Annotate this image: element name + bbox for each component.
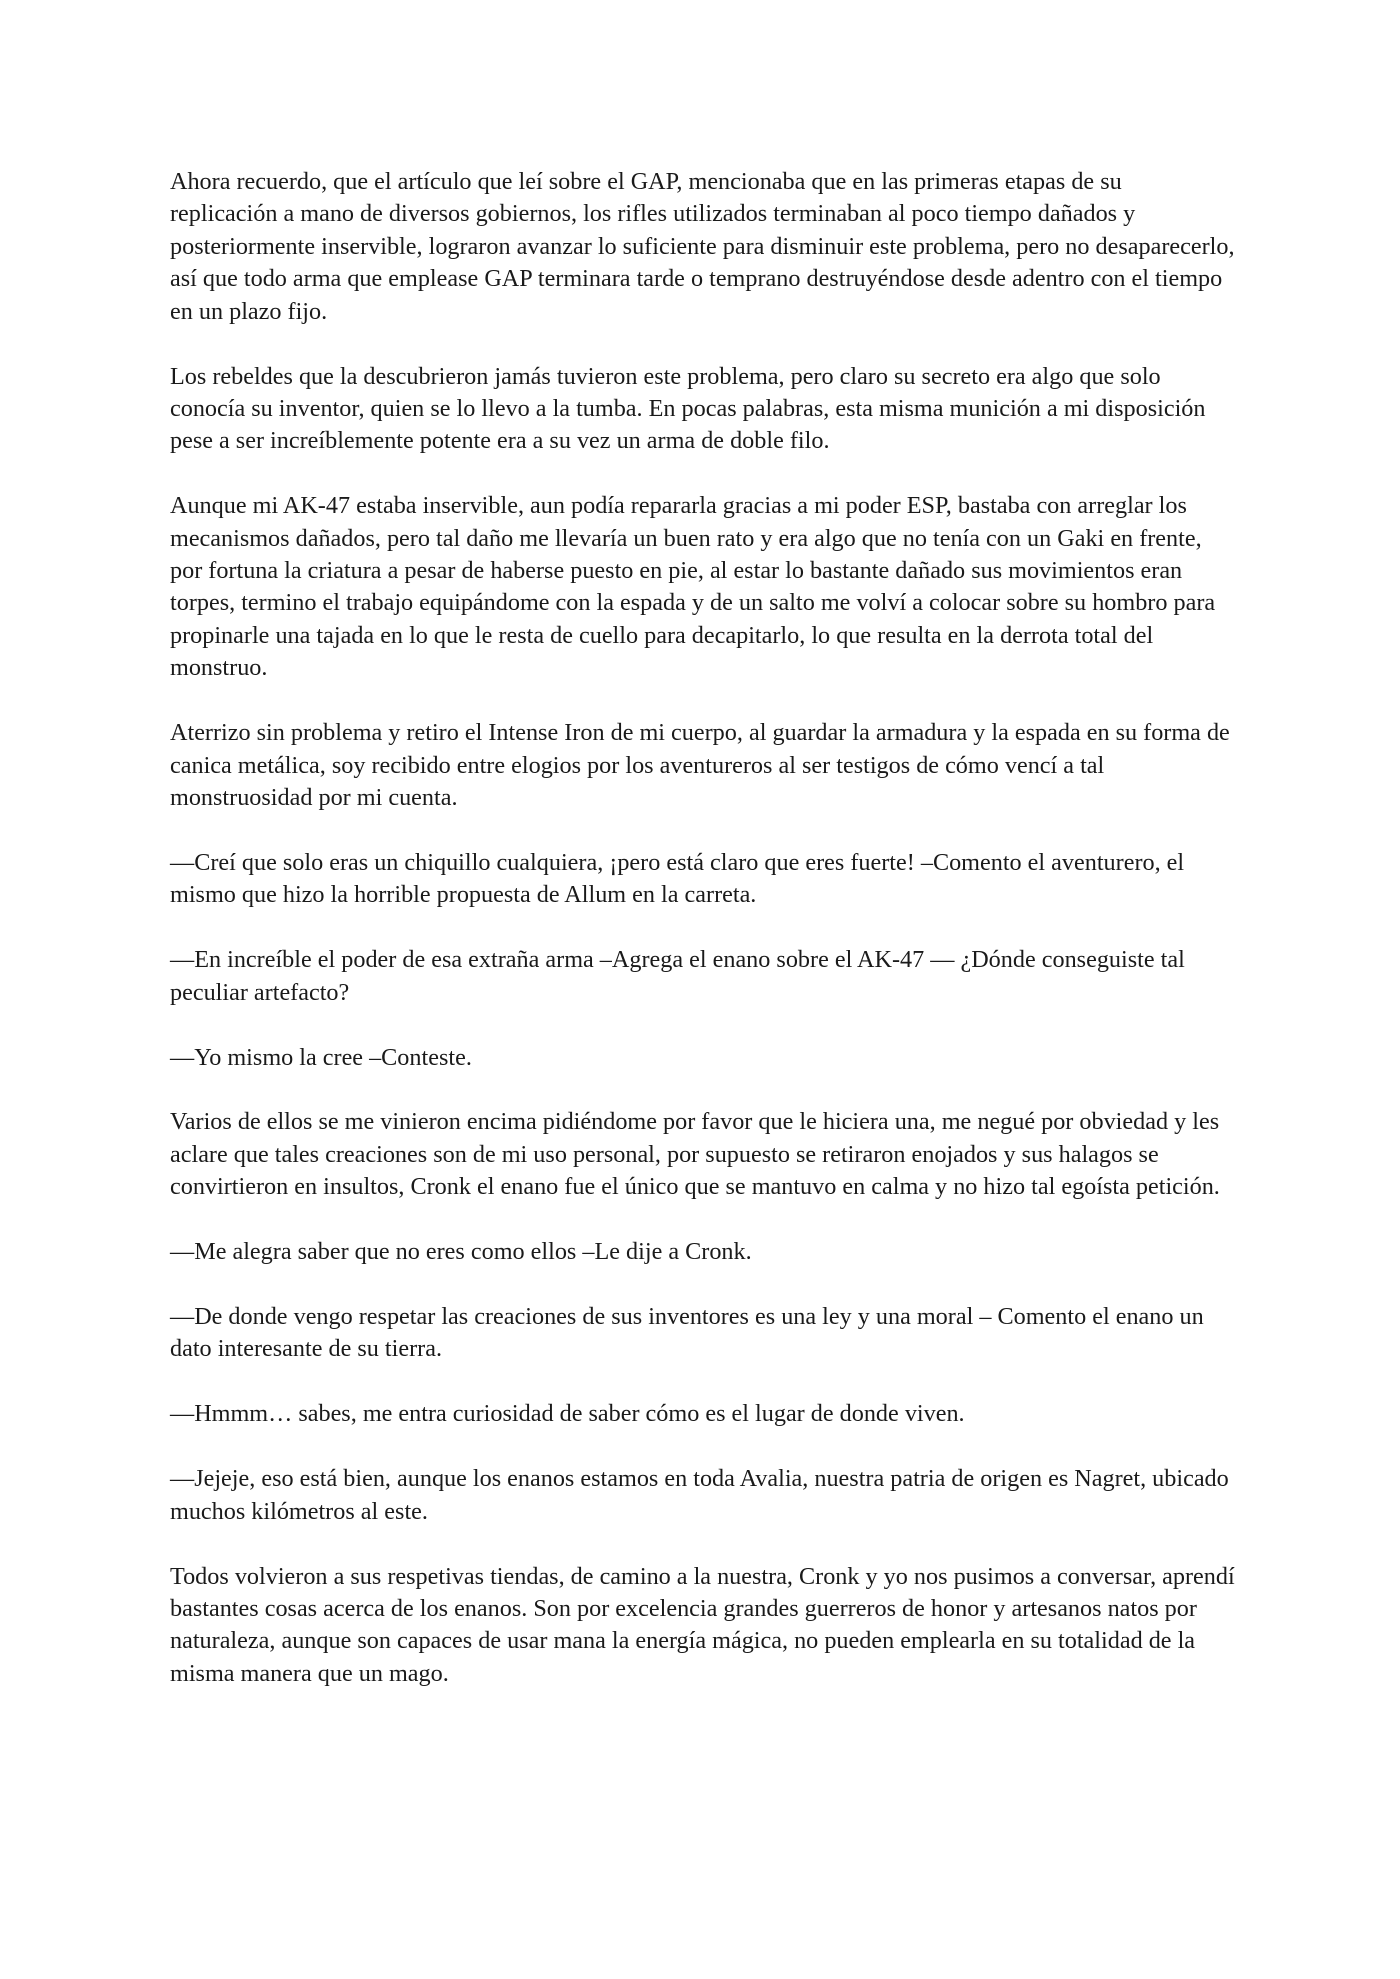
dialogue-line-5: —De donde vengo respetar las creaciones de sus inventores es una ley y una moral – Comento el enano un dato interesante de su tierra.	[170, 1303, 1204, 1363]
dialogue-line-1: —Creí que solo eras un chiquillo cualquiera, ¡pero está claro que eres fuerte! –Comento el aventurero, el mismo que hizo la horrible propuesta de Allum en la carreta.	[170, 848, 1185, 909]
paragraph-1: Ahora recuerdo, que el artículo que leí sobre el GAP, mencionaba que en las primeras etapas de su replicación a mano de diversos gobiernos, los rifles utilizados terminaban al poco tiempo dañados y posteriormente inservible, lograron avanzar lo suficiente para disminuir este problema, pero no desaparecerlo, así que todo arma que emplease GAP terminara tarde o temprano destruyéndose desde adentro con el tiempo en un plazo fijo.	[170, 168, 1235, 325]
paragraph-5: Varios de ellos se me vinieron encima pidiéndome por favor que le hiciera una, me negué por obviedad y les aclare que tales creaciones son de mi uso personal, por supuesto se retiraron enojados y sus halagos se convirtieron en insultos, Cronk el enano fue el único que se mantuvo en calma y no hizo tal egoísta petición.	[170, 1108, 1220, 1201]
dialogue-line-3: —Yo mismo la cree –Conteste.	[170, 1043, 472, 1071]
document-body	[170, 166, 1235, 1690]
paragraph-6: Todos volvieron a sus respetivas tiendas, de camino a la nuestra, Cronk y yo nos pusimos a conversar, aprendí bastantes cosas acerca de los enanos. Son por excelencia grandes guerreros de honor y artesanos natos por naturaleza, aunque son capaces de usar mana la energía mágica, no pueden emplearla en su totalidad de la misma manera que un mago.	[170, 1562, 1235, 1687]
paragraph-4: Aterrizo sin problema y retiro el Intense Iron de mi cuerpo, al guardar la armadura y la espada en su forma de canica metálica, soy recibido entre elogios por los aventureros al ser testigos de cómo vencí a tal monstruosidad por mi cuenta.	[170, 719, 1230, 811]
paragraph-2: Los rebeldes que la descubrieron jamás tuvieron este problema, pero claro su secreto era algo que solo conocía su inventor, quien se lo llevo a la tumba. En pocas palabras, esta misma munición a mi disposición pese a ser increíblemente potente era a su vez un arma de doble filo.	[170, 362, 1206, 455]
paragraph-3: Aunque mi AK-47 estaba inservible, aun podía repararla gracias a mi poder ESP, bastaba con arreglar los mecanismos dañados, pero tal daño me llevaría un buen rato y era algo que no tenía con un Gaki en frente, por fortuna la criatura a pesar de haberse puesto en pie, al estar lo bastante dañado sus movimientos eran torpes, termino el trabajo equipándome con la espada y de un salto me volví a colocar sobre su hombro para propinarle una tajada en lo que le resta de cuello para decapitarlo, lo que resulta en la derrota total del monstruo.	[170, 492, 1216, 682]
dialogue-line-2: —En increíble el poder de esa extraña arma –Agrega el enano sobre el AK-47 — ¿Dónde conseguiste tal peculiar artefacto?	[170, 946, 1185, 1006]
dialogue-line-6: —Hmmm… sabes, me entra curiosidad de saber cómo es el lugar de donde viven.	[170, 1400, 965, 1428]
dialogue-line-4: —Me alegra saber que no eres como ellos –Le dije a Cronk.	[170, 1238, 752, 1266]
dialogue-line-7: —Jejeje, eso está bien, aunque los enanos estamos en toda Avalia, nuestra patria de origen es Nagret, ubicado muchos kilómetros al este.	[170, 1465, 1229, 1525]
